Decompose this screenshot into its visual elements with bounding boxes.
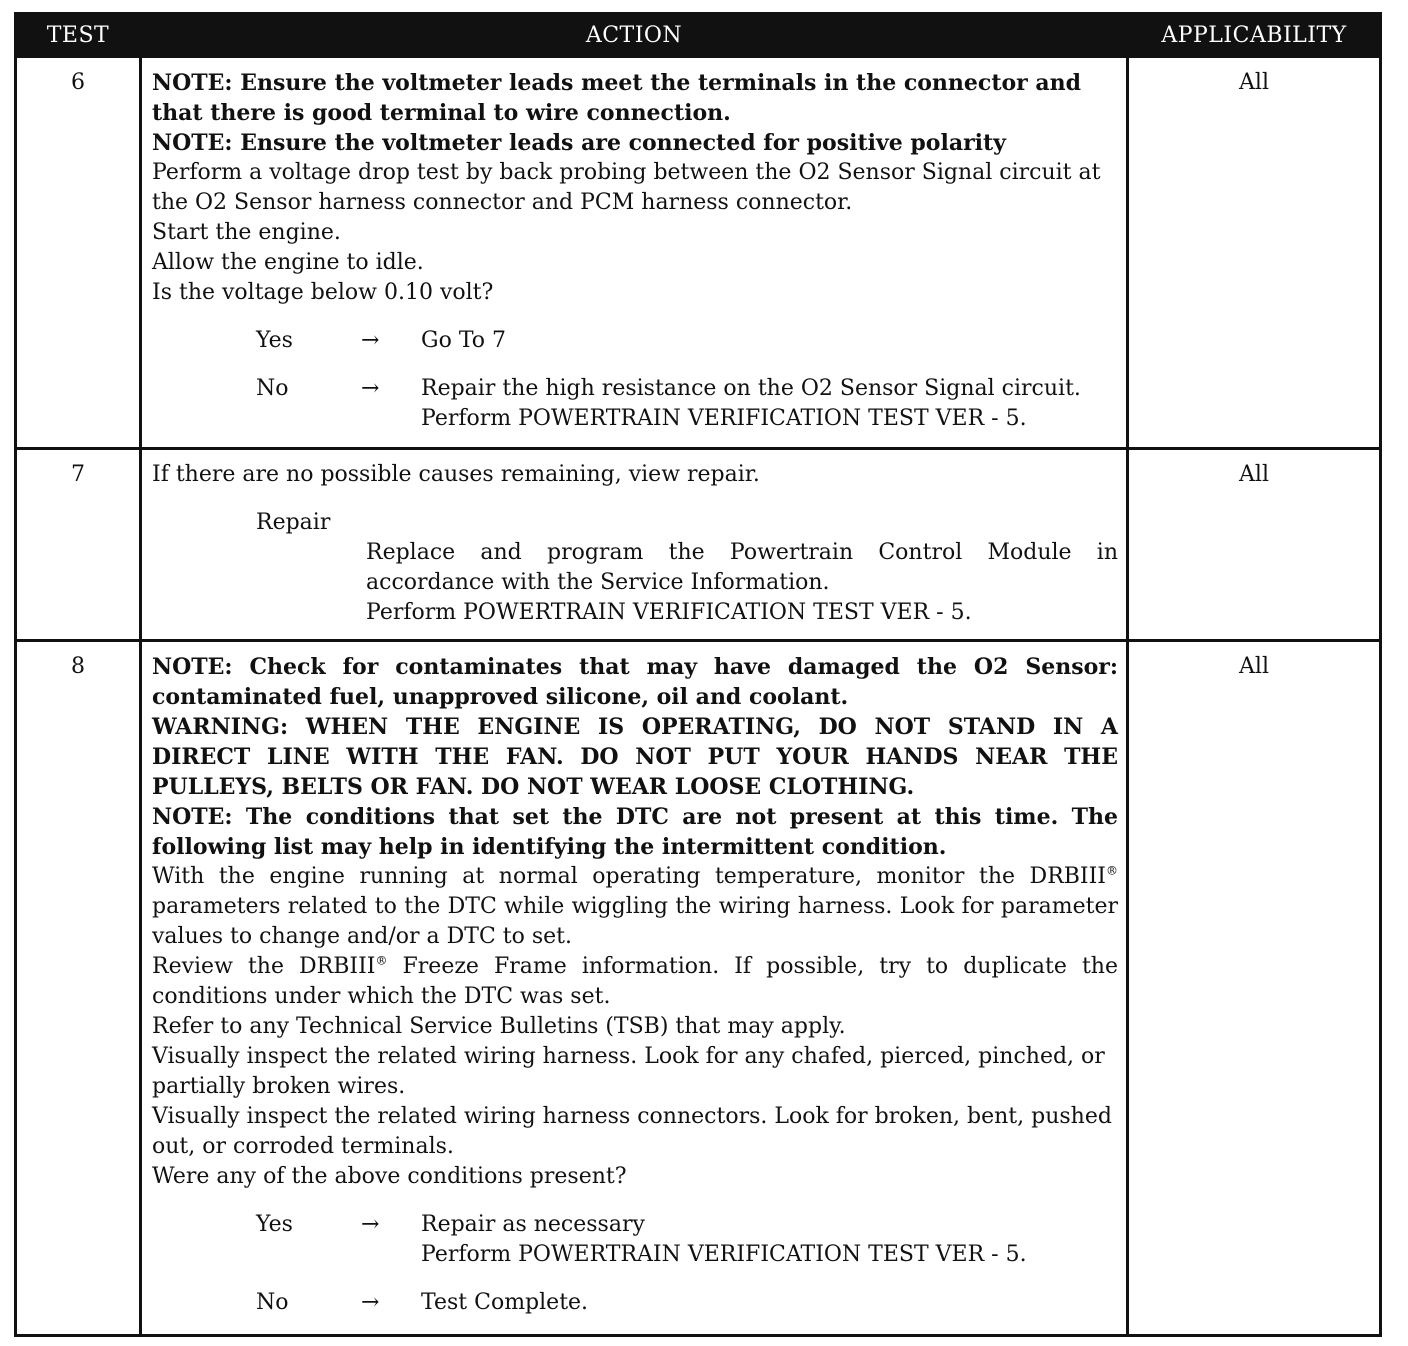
- repair-label: Repair: [256, 510, 331, 535]
- yes-label: Yes: [256, 1212, 293, 1237]
- step: Perform a voltage drop test by back probing between the O2 Sensor Signal circuit at the O2 Sensor harness connector and PCM harness connector.: [152, 160, 1101, 215]
- note: NOTE: Ensure the voltmeter leads are connected for positive polarity: [152, 130, 1006, 156]
- step: Refer to any Technical Service Bulletins (TSB) that may apply.: [152, 1014, 846, 1039]
- table-header: [17, 15, 1379, 55]
- step: Allow the engine to idle.: [152, 250, 424, 275]
- yes-action-line: Perform POWERTRAIN VERIFICATION TEST VER - 5.: [421, 1242, 1027, 1267]
- arrow-right-icon: →: [361, 376, 380, 401]
- action-cell: [139, 642, 1129, 1334]
- table-row-test-6: [17, 55, 1379, 447]
- table-row-test-7: [17, 447, 1379, 639]
- no-option: [256, 374, 1118, 434]
- note: NOTE: Ensure the voltmeter leads meet the terminals in the connector and that there is good terminal to wire connection.: [152, 70, 1082, 126]
- no-action: [421, 374, 1118, 434]
- repair-line: Perform POWERTRAIN VERIFICATION TEST VER - 5.: [366, 600, 972, 625]
- step: If there are no possible causes remaining, view repair.: [152, 462, 760, 487]
- yes-action-line: Repair as necessary: [421, 1212, 645, 1237]
- test-number: 6: [71, 70, 85, 95]
- applicability-value: All: [1239, 654, 1269, 679]
- repair-line: Replace and program the Powertrain Control Module in accordance with the Service Information.: [366, 540, 1118, 595]
- arrow-right-icon: →: [361, 328, 380, 353]
- question: Were any of the above conditions present?: [152, 1164, 627, 1189]
- header-applicability: APPLICABILITY: [1161, 22, 1347, 48]
- step-text: Freeze Frame information. If possible, try to duplicate the conditions under which the DTC was set.: [152, 954, 1118, 1009]
- no-label: No: [256, 376, 289, 401]
- registered-mark: ®: [1106, 863, 1118, 878]
- action-cell: [139, 450, 1129, 639]
- note: NOTE: Check for contaminates that may have damaged the O2 Sensor: contaminated fuel, unapproved silicone, oil and coolant.: [152, 654, 1118, 710]
- yes-option: [256, 326, 1118, 356]
- step: [152, 862, 1118, 952]
- table-row-test-8: [17, 639, 1379, 1334]
- yes-action: Go To 7: [421, 328, 507, 353]
- note: NOTE: The conditions that set the DTC are not present at this time. The following list may help in identifying the intermittent condition.: [152, 804, 1118, 860]
- step-text: With the engine running at normal operating temperature, monitor the DRBIII: [152, 864, 1106, 889]
- no-label: No: [256, 1290, 289, 1315]
- test-number: 8: [71, 654, 85, 679]
- diagnostic-test-table: [14, 12, 1382, 1337]
- repair-text: [366, 538, 1118, 628]
- no-action-line: Perform POWERTRAIN VERIFICATION TEST VER - 5.: [421, 406, 1027, 431]
- step: Visually inspect the related wiring harness connectors. Look for broken, bent, pushed out, or corroded terminals.: [152, 1104, 1112, 1159]
- action-cell: [139, 58, 1129, 447]
- step-text: Review the DRBIII: [152, 954, 376, 979]
- question: Is the voltage below 0.10 volt?: [152, 280, 494, 305]
- no-action-line: Repair the high resistance on the O2 Sensor Signal circuit.: [421, 376, 1081, 401]
- yes-action: [421, 1210, 1118, 1270]
- yes-label: Yes: [256, 328, 293, 353]
- arrow-right-icon: →: [361, 1290, 380, 1315]
- step-text: parameters related to the DTC while wiggling the wiring harness. Look for parameter values to change and/or a DTC to set.: [152, 894, 1118, 949]
- test-number: 7: [71, 462, 85, 487]
- applicability-value: All: [1239, 70, 1269, 95]
- registered-mark: ®: [375, 953, 388, 968]
- step: Visually inspect the related wiring harness. Look for any chafed, pierced, pinched, or partially broken wires.: [152, 1044, 1105, 1099]
- yes-option: [256, 1210, 1118, 1270]
- warning: WARNING: WHEN THE ENGINE IS OPERATING, DO NOT STAND IN A DIRECT LINE WITH THE FAN. DO NOT PUT YOUR HANDS NEAR THE PULLEYS, BELTS OR FAN. DO NOT WEAR LOOSE CLOTHING.: [152, 714, 1118, 800]
- arrow-right-icon: →: [361, 1212, 380, 1237]
- applicability-value: All: [1239, 462, 1269, 487]
- header-test: TEST: [46, 22, 110, 48]
- header-action: ACTION: [585, 22, 683, 48]
- no-option: [256, 1288, 1118, 1318]
- no-action: Test Complete.: [421, 1290, 589, 1315]
- step: [152, 952, 1118, 1012]
- step: Start the engine.: [152, 220, 341, 245]
